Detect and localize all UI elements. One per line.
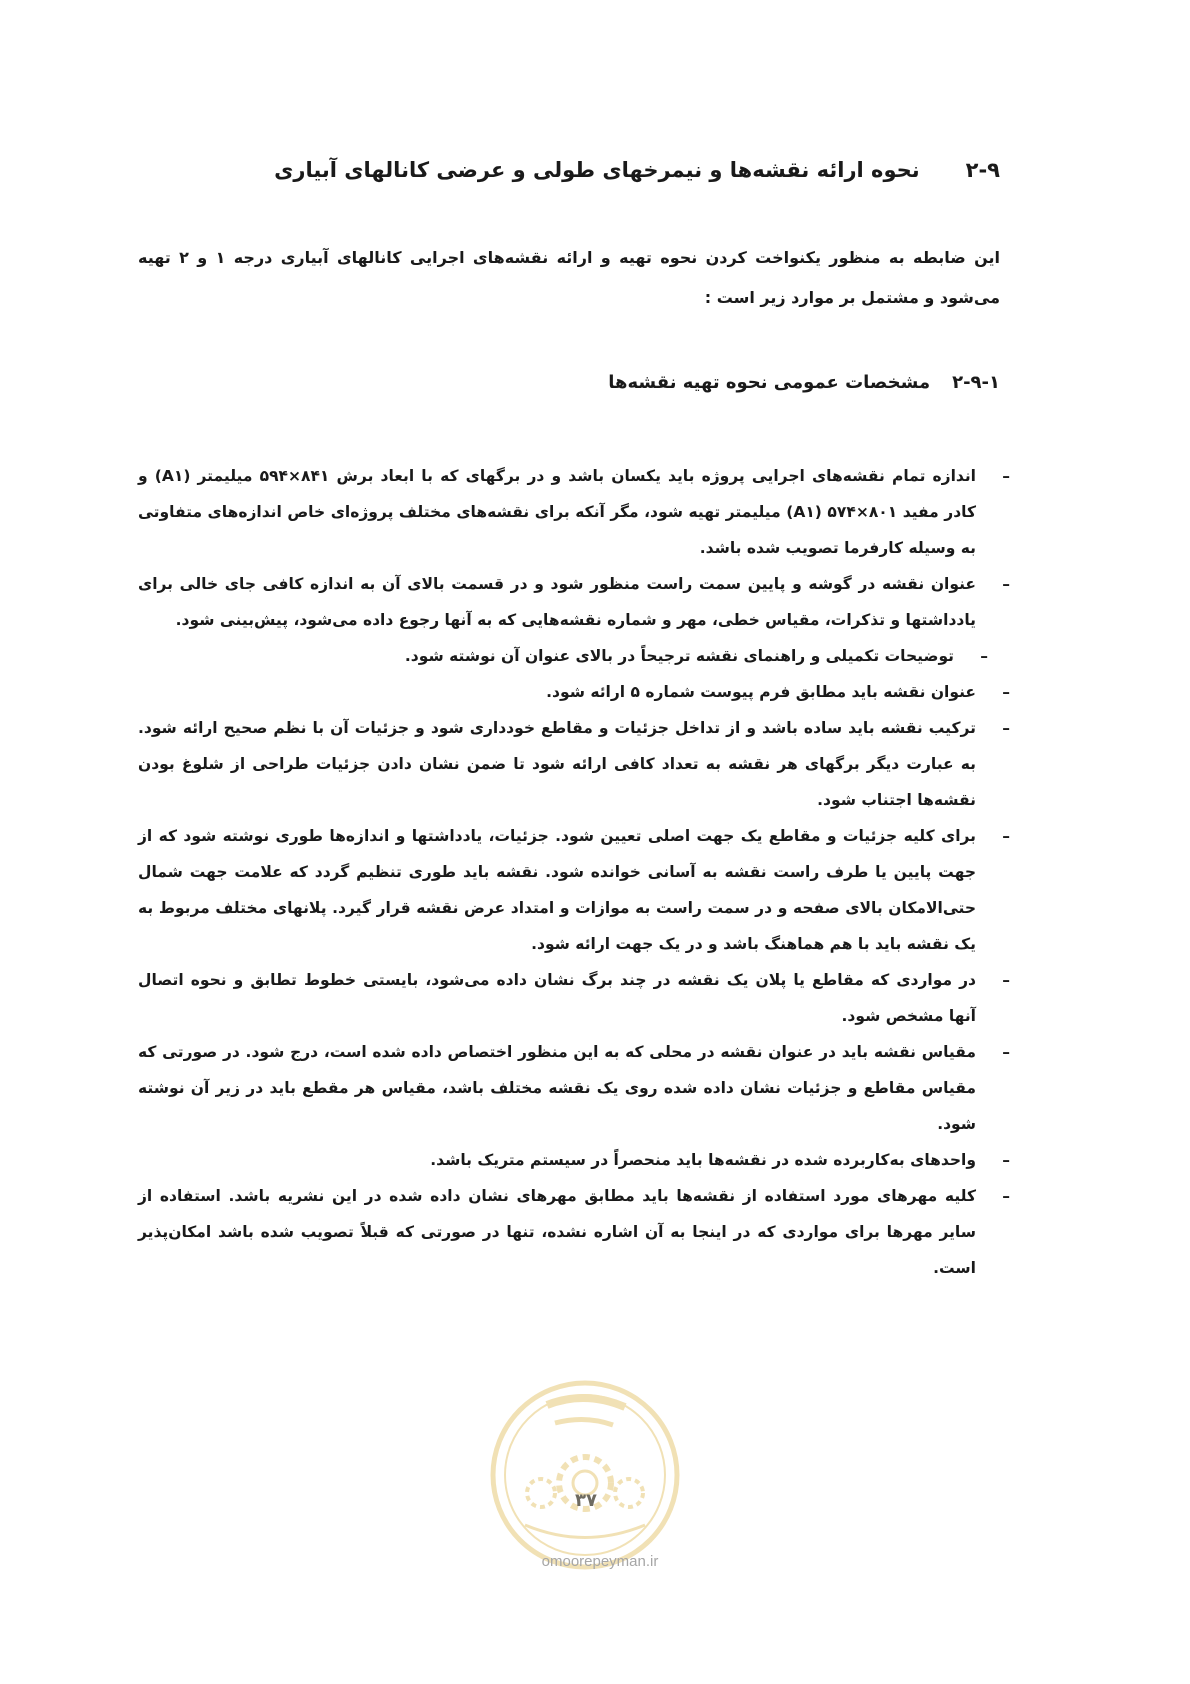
section-heading bbox=[180, 150, 1000, 190]
bullet-dash: – bbox=[1002, 719, 1010, 737]
bullet-dash: – bbox=[1002, 827, 1010, 845]
list-item bbox=[138, 674, 1010, 710]
list-item-text: ترکیب نقشه باید ساده باشد و از تداخل جزئیات و مقاطع خودداری شود و جزئیات آن با نظم صحیح ارائه شود. به عبارت دیگر برگهای هر نقشه به تعداد کافی ارائه شود تا ضمن نشان دادن جزئیات طراحی از شلوغ بودن نقشه‌ها اجتناب شود. bbox=[138, 719, 976, 809]
watermark-site: omoorepeyman.ir bbox=[541, 1553, 659, 1570]
subsection-number: ۲-۹-۱ bbox=[952, 372, 1000, 393]
list-item-text: واحدهای به‌کاربرده شده در نقشه‌ها باید منحصراً در سیستم متریک باشد. bbox=[430, 1151, 976, 1169]
list-item bbox=[138, 1034, 1010, 1142]
requirements-list bbox=[138, 458, 1010, 1286]
subsection-title: مشخصات عمومی نحوه تهیه نقشه‌ها bbox=[608, 372, 931, 393]
bullet-dash: – bbox=[1002, 683, 1010, 701]
list-item bbox=[138, 962, 1010, 1034]
list-item-text: عنوان نقشه در گوشه و پایین سمت راست منظور شود و در قسمت بالای آن به اندازه کافی جای خالی برای یادداشتها و تذکرات، مقیاس خطی، مهر و شماره نقشه‌هایی که به آنها رجوع داده می‌شود، پیش‌بینی شود. bbox=[138, 575, 976, 629]
list-item-text: کلیه مهرهای مورد استفاده از نقشه‌ها باید مطابق مهرهای نشان داده شده در این نشریه باشد. استفاده از سایر مهرها برای مواردی که در اینجا به آن اشاره نشده، تنها در صورتی که قبلاً تصویب شده باشد امکان‌پذیر است. bbox=[138, 1187, 976, 1277]
list-item bbox=[138, 458, 1010, 566]
list-item bbox=[138, 818, 1010, 962]
list-item-text: اندازه تمام نقشه‌های اجرایی پروژه باید یکسان باشد و در برگهای که با ابعاد برش ۸۴۱×۵۹۴ میلیمتر (A۱) و کادر مفید ۸۰۱×۵۷۴ (A۱) میلیمتر تهیه شود، مگر آنکه برای نقشه‌های مختلف پروژه‌ای خاص اندازه‌های متفاوتی به وسیله کارفرما تصویب شده باشد. bbox=[138, 467, 977, 557]
bullet-dash: – bbox=[1002, 467, 1010, 485]
bullet-dash: – bbox=[1002, 971, 1010, 989]
list-item-text: برای کلیه جزئیات و مقاطع یک جهت اصلی تعیین شود. جزئیات، یادداشتها و اندازه‌ها طوری نوشته شود که از جهت پایین یا طرف راست نقشه به آسانی خوانده شود. نقشه باید طوری تنظیم گردد که علامت جهت شمال حتی‌الامکان بالای صفحه و در سمت راست به موازات و امتداد عرض نقشه قرار گیرد. پلانهای مختلف مربوط به یک نقشه باید با هم هماهنگ باشد و در یک جهت ارائه شود. bbox=[138, 827, 976, 953]
list-item bbox=[138, 710, 1010, 818]
section-number: ۲-۹ bbox=[965, 158, 1000, 182]
list-item-text: مقیاس نقشه باید در عنوان نقشه در محلی که به این منظور اختصاص داده شده است، درج شود. در صورتی که مقیاس مقاطع و جزئیات نشان داده شده روی یک نقشه مختلف باشد، مقیاس هر مقطع باید در زیر آن نوشته شود. bbox=[138, 1043, 976, 1133]
list-item-text: عنوان نقشه باید مطابق فرم پیوست شماره ۵ ارائه شود. bbox=[546, 683, 976, 701]
list-item bbox=[138, 1178, 1010, 1286]
section-title: نحوه ارائه نقشه‌ها و نیمرخهای طولی و عرضی کانالهای آبیاری bbox=[274, 158, 920, 182]
list-item bbox=[138, 638, 1010, 674]
bullet-dash: – bbox=[1002, 575, 1010, 593]
list-item bbox=[138, 1142, 1010, 1178]
page-number: ۳۷ bbox=[575, 1490, 597, 1511]
list-item-text: در مواردی که مقاطع یا پلان یک نقشه در چند برگ نشان داده می‌شود، بایستی خطوط تطابق و نحوه اتصال آنها مشخص شود. bbox=[138, 971, 976, 1025]
bullet-dash: – bbox=[1002, 1151, 1010, 1169]
subsection-heading bbox=[180, 365, 1000, 401]
bullet-dash: – bbox=[1002, 1043, 1010, 1061]
watermark-stamp-logo bbox=[485, 1375, 685, 1575]
list-item bbox=[138, 566, 1010, 638]
intro-paragraph: این ضابطه به منظور یکنواخت کردن نحوه تهیه و ارائه نقشه‌های اجرایی کانالهای آبیاری درجه ۱ و ۲ تهیه می‌شود و مشتمل بر موارد زیر است : bbox=[138, 248, 1001, 307]
bullet-dash: – bbox=[980, 647, 988, 665]
bullet-dash: – bbox=[1002, 1187, 1010, 1205]
list-item-text: توضیحات تکمیلی و راهنمای نقشه ترجیحاً در بالای عنوان آن نوشته شود. bbox=[404, 647, 954, 665]
